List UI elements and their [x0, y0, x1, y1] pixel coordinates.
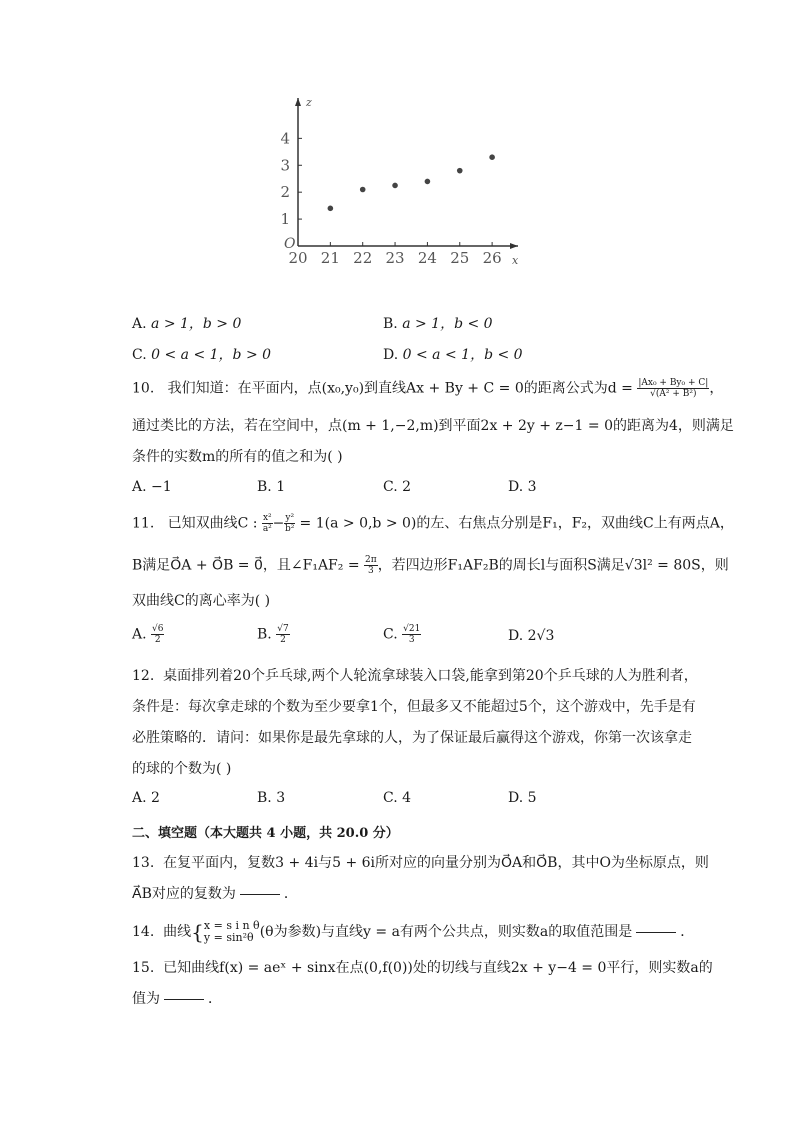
q13-line1: 13. 在复平面内，复数3 + 4i与5 + 6i所对应的向量分别为O⃗A和O⃗B，其中O为坐标原点，则: [132, 855, 709, 871]
q11-option-d: D. 2√3: [508, 628, 555, 644]
data-point: [360, 187, 366, 193]
scatter-chart: [270, 88, 530, 273]
q12-line1: 12. 桌面排列着20个乒乓球,两个人轮流拿球装入口袋,能拿到第20个乒乓球的人为胜利者，: [132, 668, 698, 684]
x-tick-label: 26: [482, 249, 502, 267]
q12-option-c: C. 4: [383, 790, 412, 806]
q15-answer-blank[interactable]: [164, 998, 204, 1000]
x-tick-label: 25: [450, 249, 470, 267]
x-tick-label: 21: [320, 249, 340, 267]
origin-label: O: [284, 236, 296, 252]
y-tick-label: 2: [280, 183, 290, 202]
q11-line3: 双曲线C的离心率为( ): [132, 593, 271, 609]
q14-line: 14. 曲线{ x = s i n θ y = sin²θ (θ为参数)与直线y = a有两个公共点，则实数a的取值范围是 ．: [132, 919, 695, 944]
q9-option-b: B. a > 1，b < 0: [383, 316, 493, 332]
q15-line1: 15. 已知曲线f(x) = aeˣ + sinx在点(0,f(0))处的切线与直线2x + y−4 = 0平行，则实数a的: [132, 960, 713, 976]
data-point: [328, 206, 334, 212]
q14-parametric-system: x = s i n θ y = sin²θ: [203, 919, 260, 944]
q13-line2: A⃗B对应的复数为 ．: [132, 886, 298, 902]
data-point: [392, 183, 398, 189]
q11-line2: B满足O⃗A + O⃗B = 0⃗，且∠F₁AF₂ = $\frac{2\pi}{3}$ ，若四边形F₁AF₂B的周长l与面积S满足√3l² = 80S，则: [132, 555, 729, 576]
q11-option-c: C. $\frac{√21}{3}$: [383, 624, 421, 645]
q9-option-a: A. a > 1，b > 0: [132, 316, 242, 332]
q12-line4: 的球的个数为( ): [132, 761, 232, 777]
q11-line1: 11. 已知双曲线C : $\frac{\text{x²}}{\text{a²}}$ − $\frac{\text{y²}}{\text{b²}}$ = 1(a > 0,b > 0)的左、右焦点分别是F₁，F₂，双曲线C上有两点A，: [132, 513, 734, 534]
data-point: [457, 168, 463, 174]
data-point: [489, 154, 495, 160]
q11-frac-x: $\frac{\text{x²}}{\text{a²}}$: [262, 513, 272, 534]
q11-frac-y: $\frac{\text{y²}}{\text{b²}}$: [285, 513, 295, 534]
x-axis-arrow: [510, 243, 518, 249]
q14-answer-blank[interactable]: [636, 931, 676, 933]
q12-option-b: B. 3: [257, 790, 286, 806]
q10-distance-fraction: $\frac{\text{|Ax₀ + By₀ + C|}}{\text{√(A² + B²)}}$: [638, 378, 709, 399]
q12-line2: 条件是：每次拿走球的个数为至少要拿1个，但最多又不能超过5个，这个游戏中，先手是有: [132, 699, 696, 715]
q11-option-a: A. $\frac{√6}{2}$: [132, 624, 164, 645]
y-tick-label: 3: [280, 156, 290, 175]
x-tick-label: 24: [417, 249, 437, 267]
y-axis-label: z: [306, 96, 312, 109]
q12-option-d: D. 5: [508, 790, 537, 806]
q10-number: 10.: [132, 380, 155, 397]
q10-line3: 条件的实数m的所有的值之和为( ): [132, 449, 343, 465]
x-axis-label: x: [512, 254, 519, 267]
q13-answer-blank[interactable]: [240, 893, 280, 895]
q11-option-b: B. $\frac{√7}{2}$: [257, 624, 289, 645]
q12-line3: 必胜策略的．请问：如果你是最先拿球的人，为了保证最后赢得这个游戏，你第一次该拿走: [132, 730, 692, 746]
x-tick-label: 20: [288, 249, 308, 267]
y-axis-arrow: [295, 98, 301, 106]
x-tick-label: 23: [385, 249, 405, 267]
q11-angle-fraction: $\frac{2\pi}{3}$: [365, 555, 377, 576]
q10-line2: 通过类比的方法，若在空间中，点(m + 1,−2,m)到平面2x + 2y + z−1 = 0的距离为4，则满足: [132, 418, 734, 434]
q12-option-a: A. 2: [132, 790, 160, 806]
q10-option-a: A. −1: [132, 479, 172, 495]
section-heading-fill-in: 二、填空题（本大题共 4 小题，共 20.0 分）: [132, 826, 399, 841]
q15-line2: 值为 ．: [132, 991, 222, 1007]
q10-line1: 10. 我们知道：在平面内，点(x₀,y₀)到直线Ax + By + C = 0的距离公式为d = $\frac{\text{|Ax₀ + By₀ + C|}}{\text{√(A² + B²)}}$ ，: [132, 378, 724, 399]
q10-option-c: C. 2: [383, 479, 412, 495]
x-tick-label: 22: [353, 249, 373, 267]
y-tick-label: 4: [280, 129, 290, 148]
q10-option-d: D. 3: [508, 479, 537, 495]
q9-option-d: D. 0 < a < 1，b < 0: [383, 347, 523, 363]
data-point: [425, 179, 431, 185]
y-tick-label: 1: [280, 210, 290, 229]
q10-option-b: B. 1: [257, 479, 286, 495]
q9-option-c: C. 0 < a < 1，b > 0: [132, 347, 272, 363]
